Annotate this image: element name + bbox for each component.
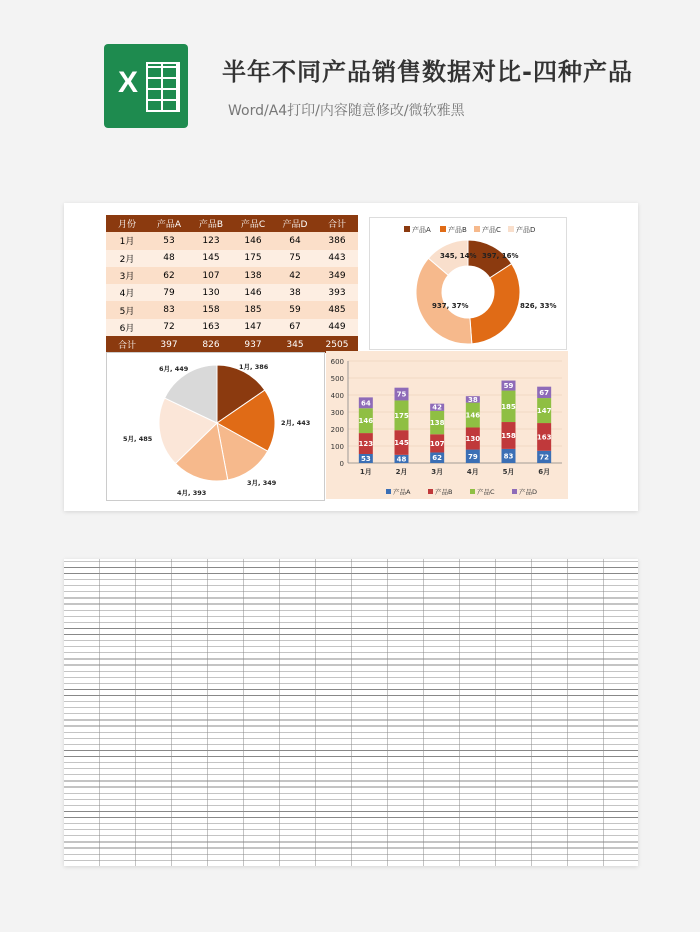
excel-logo-letter: X — [118, 66, 139, 99]
data-label: 146 — [358, 417, 374, 426]
table-cell: 146 — [232, 232, 274, 249]
legend-swatch — [512, 489, 517, 494]
table-cell: 79 — [148, 284, 190, 301]
table-header: 合计 — [316, 215, 358, 232]
legend-label: 产品D — [516, 226, 536, 234]
data-label: 4月, 393 — [177, 489, 207, 497]
table-cell: 83 — [148, 301, 190, 318]
table-cell: 1月 — [106, 232, 148, 249]
data-label: 64 — [360, 399, 371, 408]
data-label: 826, 33% — [520, 302, 557, 310]
stacked-bar-chart — [326, 351, 568, 499]
table-cell: 3月 — [106, 267, 148, 284]
legend-label: 产品B — [448, 226, 467, 234]
legend-swatch — [428, 489, 433, 494]
table-cell: 42 — [274, 267, 316, 284]
table-cell: 62 — [148, 267, 190, 284]
data-label: 147 — [536, 407, 552, 416]
legend-label: 产品C — [477, 488, 495, 496]
table-row — [106, 301, 358, 318]
data-label: 145 — [394, 439, 409, 448]
table-cell: 393 — [316, 284, 358, 301]
table-cell: 6月 — [106, 319, 148, 336]
data-label: 130 — [465, 435, 481, 444]
data-label: 2月, 443 — [281, 419, 311, 427]
table-row — [106, 250, 358, 267]
legend-label: 产品A — [412, 226, 431, 234]
table-cell: 386 — [316, 232, 358, 249]
y-tick-label: 0 — [339, 460, 344, 468]
y-tick-label: 600 — [330, 358, 344, 366]
spreadsheet-preview — [64, 203, 638, 511]
sales-table — [106, 215, 358, 353]
data-label: 345, 14% — [440, 252, 477, 260]
header — [0, 0, 700, 150]
table-cell: 443 — [316, 250, 358, 267]
data-label: 3月, 349 — [247, 479, 277, 487]
legend-swatch — [508, 226, 514, 232]
page-title: 半年不同产品销售数据对比-四种产品 — [222, 58, 633, 86]
table-total-row — [106, 336, 358, 353]
table-header: 产品A — [148, 215, 190, 232]
data-label: 138 — [429, 419, 445, 428]
table-cell: 138 — [232, 267, 274, 284]
legend-swatch — [404, 226, 410, 232]
legend-label: 产品B — [435, 488, 453, 496]
table-cell: 67 — [274, 319, 316, 336]
stacked-bar-chart-svg — [326, 351, 568, 499]
data-label: 185 — [501, 402, 516, 411]
x-tick-label: 1月 — [359, 468, 372, 476]
table-cell: 146 — [232, 284, 274, 301]
excel-grid-icon — [146, 62, 180, 112]
data-label: 175 — [394, 411, 409, 420]
table-cell: 2月 — [106, 250, 148, 267]
blank-spreadsheet-grid — [64, 559, 638, 866]
y-tick-label: 200 — [330, 426, 344, 434]
table-row — [106, 319, 358, 336]
table-cell: 449 — [316, 319, 358, 336]
table-cell: 2505 — [316, 336, 358, 353]
table-header: 产品D — [274, 215, 316, 232]
table-header: 产品B — [190, 215, 232, 232]
table-cell: 163 — [190, 319, 232, 336]
table-cell: 485 — [316, 301, 358, 318]
x-tick-label: 5月 — [502, 468, 515, 476]
table-cell: 397 — [148, 336, 190, 353]
y-tick-label: 300 — [330, 409, 344, 417]
table-cell: 345 — [274, 336, 316, 353]
x-tick-label: 6月 — [538, 468, 551, 476]
table-cell: 64 — [274, 232, 316, 249]
data-label: 937, 37% — [432, 302, 469, 310]
data-label: 79 — [467, 452, 478, 461]
legend-label: 产品C — [482, 226, 501, 234]
data-label: 53 — [360, 454, 371, 463]
table-cell: 175 — [232, 250, 274, 267]
data-label: 38 — [467, 395, 478, 404]
table-row — [106, 232, 358, 249]
table-header: 月份 — [106, 215, 148, 232]
table-cell: 937 — [232, 336, 274, 353]
data-label: 5月, 485 — [123, 435, 153, 443]
pie-chart — [106, 352, 325, 501]
legend-swatch — [470, 489, 475, 494]
table-cell: 38 — [274, 284, 316, 301]
data-label: 42 — [432, 403, 443, 412]
data-label: 107 — [429, 439, 445, 448]
y-tick-label: 400 — [330, 392, 344, 400]
legend-swatch — [440, 226, 446, 232]
data-label: 67 — [539, 388, 550, 397]
table-row — [106, 267, 358, 284]
table-row — [106, 284, 358, 301]
y-tick-label: 100 — [330, 443, 344, 451]
data-label: 163 — [536, 433, 552, 442]
legend-label: 产品A — [393, 488, 411, 496]
table-cell: 349 — [316, 267, 358, 284]
table-cell: 75 — [274, 250, 316, 267]
table-cell: 130 — [190, 284, 232, 301]
data-label: 397, 16% — [482, 252, 519, 260]
data-label: 62 — [432, 454, 443, 463]
data-label: 1月, 386 — [239, 363, 269, 371]
legend-label: 产品D — [519, 488, 538, 496]
data-label: 72 — [539, 453, 550, 462]
donut-chart-svg — [370, 218, 566, 349]
table-cell: 147 — [232, 319, 274, 336]
y-tick-label: 500 — [330, 375, 344, 383]
excel-icon — [104, 44, 188, 128]
table-cell: 826 — [190, 336, 232, 353]
x-tick-label: 3月 — [431, 468, 444, 476]
table-cell: 合计 — [106, 336, 148, 353]
data-label: 6月, 449 — [159, 365, 189, 373]
table-cell: 158 — [190, 301, 232, 318]
data-label: 158 — [501, 431, 516, 440]
table-cell: 145 — [190, 250, 232, 267]
table-cell: 185 — [232, 301, 274, 318]
donut-slice — [470, 264, 520, 344]
table-cell: 5月 — [106, 301, 148, 318]
table-cell: 59 — [274, 301, 316, 318]
table-header: 产品C — [232, 215, 274, 232]
table-cell: 72 — [148, 319, 190, 336]
page-subtitle: Word/A4打印/内容随意修改/微软雅黑 — [228, 103, 465, 119]
data-label: 123 — [358, 440, 374, 449]
table-header-row — [106, 215, 358, 232]
legend-swatch — [474, 226, 480, 232]
x-tick-label: 4月 — [466, 468, 479, 476]
data-label: 48 — [396, 455, 407, 464]
donut-chart — [369, 217, 567, 350]
pie-chart-svg — [107, 353, 324, 500]
table-cell: 4月 — [106, 284, 148, 301]
data-label: 59 — [503, 382, 514, 391]
x-tick-label: 2月 — [395, 468, 408, 476]
table-cell: 123 — [190, 232, 232, 249]
table-cell: 53 — [148, 232, 190, 249]
data-label: 83 — [503, 452, 514, 461]
data-label: 75 — [396, 390, 407, 399]
legend-swatch — [386, 489, 391, 494]
table-cell: 107 — [190, 267, 232, 284]
data-label: 146 — [465, 411, 481, 420]
table-cell: 48 — [148, 250, 190, 267]
